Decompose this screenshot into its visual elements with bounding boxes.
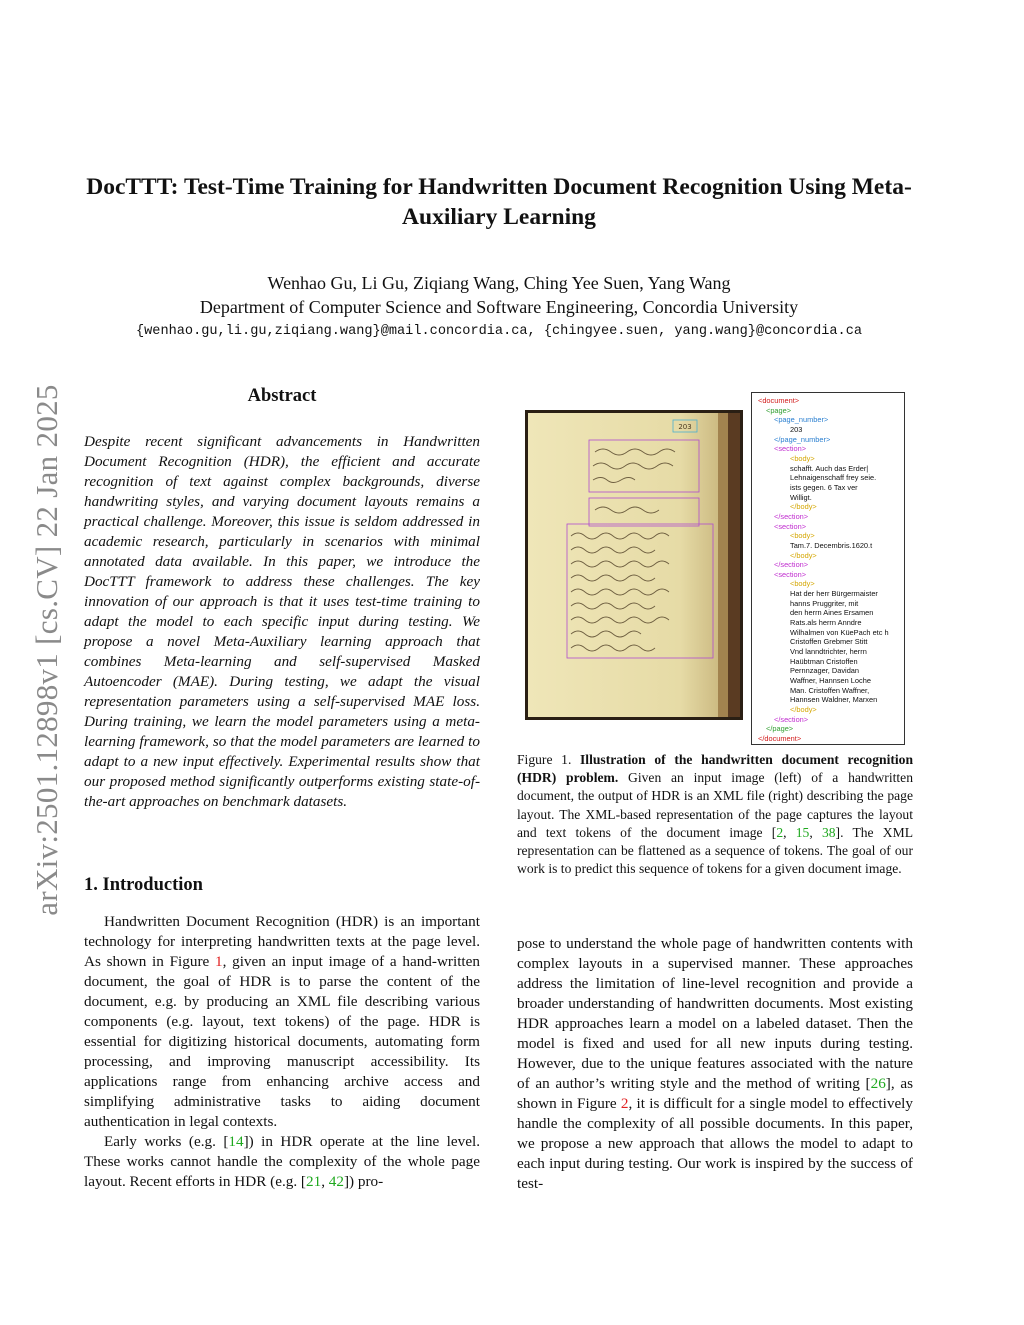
xml-text-token: Wilhalmen von KüePach etc h <box>790 627 889 637</box>
email-list: {wenhao.gu,li.gu,ziqiang.wang}@mail.concordia.ca, {chingyee.suen, yang.wang}@concordia.ca <box>135 324 863 339</box>
text-run: , it is difficult for a single model to effectively handle the complexity of all possible documents. In this paper, we propose a new approach that allows the model to adapt to each input during testing. Our work is inspired by the success of test- <box>517 1095 913 1192</box>
xml-tag: <page> <box>766 405 792 415</box>
text-run: Early works (e.g. [ <box>104 1133 229 1150</box>
xml-tag: </section> <box>774 560 809 570</box>
page-number-mark: 203 <box>678 423 692 431</box>
xml-tag: </body> <box>790 502 817 512</box>
text-run: pose to understand the whole page of handwritten contents with complex layouts in a supervised manner. These approaches address the limitation of line-level recognition and provide a broader understanding of handwritten documents. Most existing HDR approaches learn a model on a labeled dataset. Then the model is fixed and used for all new inputs during testing. However, due to the unique features associated with the nature of an author’s writing style and the method of writing [ <box>517 935 913 1092</box>
text-run: , <box>321 1173 329 1190</box>
citation-link[interactable]: 21 <box>306 1173 322 1190</box>
text-run: ]) pro- <box>343 1173 384 1190</box>
arxiv-sidebar <box>22 360 72 940</box>
xml-tag: <section> <box>774 444 807 454</box>
intro-right-column <box>517 934 913 1194</box>
figure-2-link[interactable]: 2 <box>620 1095 629 1112</box>
xml-tag: <page_number> <box>774 415 829 425</box>
xml-tag: </body> <box>790 550 817 560</box>
arxiv-identifier: arXiv:2501.12898v1 [cs.CV] 22 Jan 2025 <box>29 384 64 916</box>
xml-text-token: Waffner, Hannsen Loche <box>790 676 871 686</box>
text-run: ]. The XML representation can be flattened as a sequence of tokens. The goal of our work is to predict this sequence of tokens for a given document image. <box>517 824 914 877</box>
intro-paragraph-1 <box>84 912 480 1132</box>
caption-title: Illustration of the handwritten document recognition (HDR) problem. <box>517 752 914 786</box>
citation-link[interactable]: 26 <box>870 1075 886 1092</box>
xml-tag: <body> <box>790 531 815 541</box>
xml-text-token: Lehnaigenschaff frey seie. <box>790 473 877 483</box>
xml-text-token: Man. Cristoffen Waffner, <box>790 685 870 695</box>
text-run: , <box>783 824 796 840</box>
affiliation: Department of Computer Science and Software Engineering, Concordia University <box>199 297 799 317</box>
caption-label: Figure 1. <box>517 752 580 767</box>
xml-text-token: Tam.7. Decembris.1620.t <box>790 540 873 550</box>
text-run: , <box>809 824 822 840</box>
author-list: Wenhao Gu, Li Gu, Ziqiang Wang, Ching Yee Suen, Yang Wang <box>267 273 731 293</box>
text-run: Given an input image (left) of a handwritten document, the output of HDR is an XML file (right) describing the page layout. The XML-based representation of the page captures the layout and text tokens of the document image [ <box>517 770 913 840</box>
xml-tag: </page_number> <box>774 434 831 444</box>
xml-text-token: Vnd lanndtrichter, herrn <box>790 647 867 657</box>
citation-link[interactable]: 14 <box>228 1133 244 1150</box>
xml-text-token: den herrn Aines Ersamen <box>790 608 874 618</box>
intro-left-column <box>84 912 480 1192</box>
xml-tag: <section> <box>774 569 807 579</box>
xml-text-token: Pernnzager, Davidan <box>790 666 860 676</box>
text-run: ]) in HDR operate at the line level. These works cannot handle the complexity of the whole page layout. Recent efforts in HDR (e.g. [ <box>84 1133 480 1190</box>
abstract-heading: Abstract <box>247 386 317 406</box>
xml-tag: <body> <box>790 579 815 589</box>
xml-text-token: Rats.als herrn Anndre <box>790 618 862 628</box>
handwritten-document-image <box>525 410 743 720</box>
xml-tag: <section> <box>774 521 807 531</box>
xml-tag: </page> <box>766 724 794 734</box>
text-run: ], as shown in Figure <box>517 1075 913 1112</box>
figure-1-caption <box>517 751 913 878</box>
xml-tag: </section> <box>774 511 809 521</box>
section-heading-introduction: 1. Introduction <box>84 875 203 895</box>
figure-1-link[interactable]: 1 <box>214 953 223 970</box>
citation-link[interactable]: 2 <box>776 824 784 840</box>
xml-tag: </document> <box>758 733 802 743</box>
text-run: , given an input image of a hand-written document, the goal of HDR is to parse the content of the document, e.g. by producing an XML file describing various components (e.g. layout, text tokens) of the page. HDR is essential for digitizing historical documents, automating form processing, and improving manuscript accessibility. Its applications range from enhancing archive access and simplifying administrative tasks to aiding document authentication in legal contexts. <box>84 953 480 1130</box>
citation-link[interactable]: 42 <box>328 1173 344 1190</box>
xml-tag: </section> <box>774 714 809 724</box>
xml-tag: </body> <box>790 705 817 714</box>
xml-tag: <document> <box>758 396 800 405</box>
text-run: Handwritten Document Recognition (HDR) is an important technology for interpreting handwritten texts at the page level. As shown in Figure <box>84 913 480 970</box>
intro-paragraph-continued <box>517 934 913 1194</box>
xml-text-token: hanns Pruggriter, mit <box>790 598 859 608</box>
xml-text-token: Hannsen Waldner, Marxen <box>790 695 878 705</box>
xml-output-panel <box>751 392 905 745</box>
citation-link[interactable]: 38 <box>821 824 836 840</box>
paper-title: DocTTT: Test-Time Training for Handwritten Document Recognition Using Meta-Auxiliary Learning <box>86 174 912 230</box>
xml-text-token: Hat der herr Bürgermaister <box>790 589 878 599</box>
xml-text-token: schafft. Auch das Erder| <box>790 463 869 473</box>
intro-paragraph-2 <box>84 1132 480 1192</box>
xml-text-token: Willigt. <box>790 492 812 502</box>
xml-tag: <body> <box>790 453 815 463</box>
xml-text-token: Cristoffen Grebmer Stitt <box>790 637 868 647</box>
abstract-body: Despite recent significant advancements in Handwritten Document Recognition (HDR), the efficient and accurate recognition of text against complex backgrounds, diverse handwriting styles, and varying document layouts remains a practical challenge. Moreover, this issue is seldom addressed in academic research, particularly in scenarios with minimal annotated data available. In this paper, we introduce the DocTTT framework to address these challenges. The key innovation of our approach is that it uses test-time training to adapt the model to each specific input during testing. We propose a novel Meta-Auxiliary learning approach that combines Meta-learning and self-supervised Masked Autoencoder (MAE). During testing, we adapt the visual representation parameters using a self-supervised MAE loss. During training, we learn the model parameters using a meta-learning framework, so that the model parameters are learned to adapt to a new input effectively. Experimental results show that our proposed method significantly outperforms existing state-of-the-art approaches on benchmark datasets. <box>84 433 480 810</box>
xml-text-token: Haübtman Cristoffen <box>790 656 858 666</box>
xml-text-token: ists gegen. 6 Tax ver <box>790 482 858 492</box>
citation-link[interactable]: 15 <box>795 824 810 840</box>
xml-text-token: 203 <box>790 424 803 434</box>
